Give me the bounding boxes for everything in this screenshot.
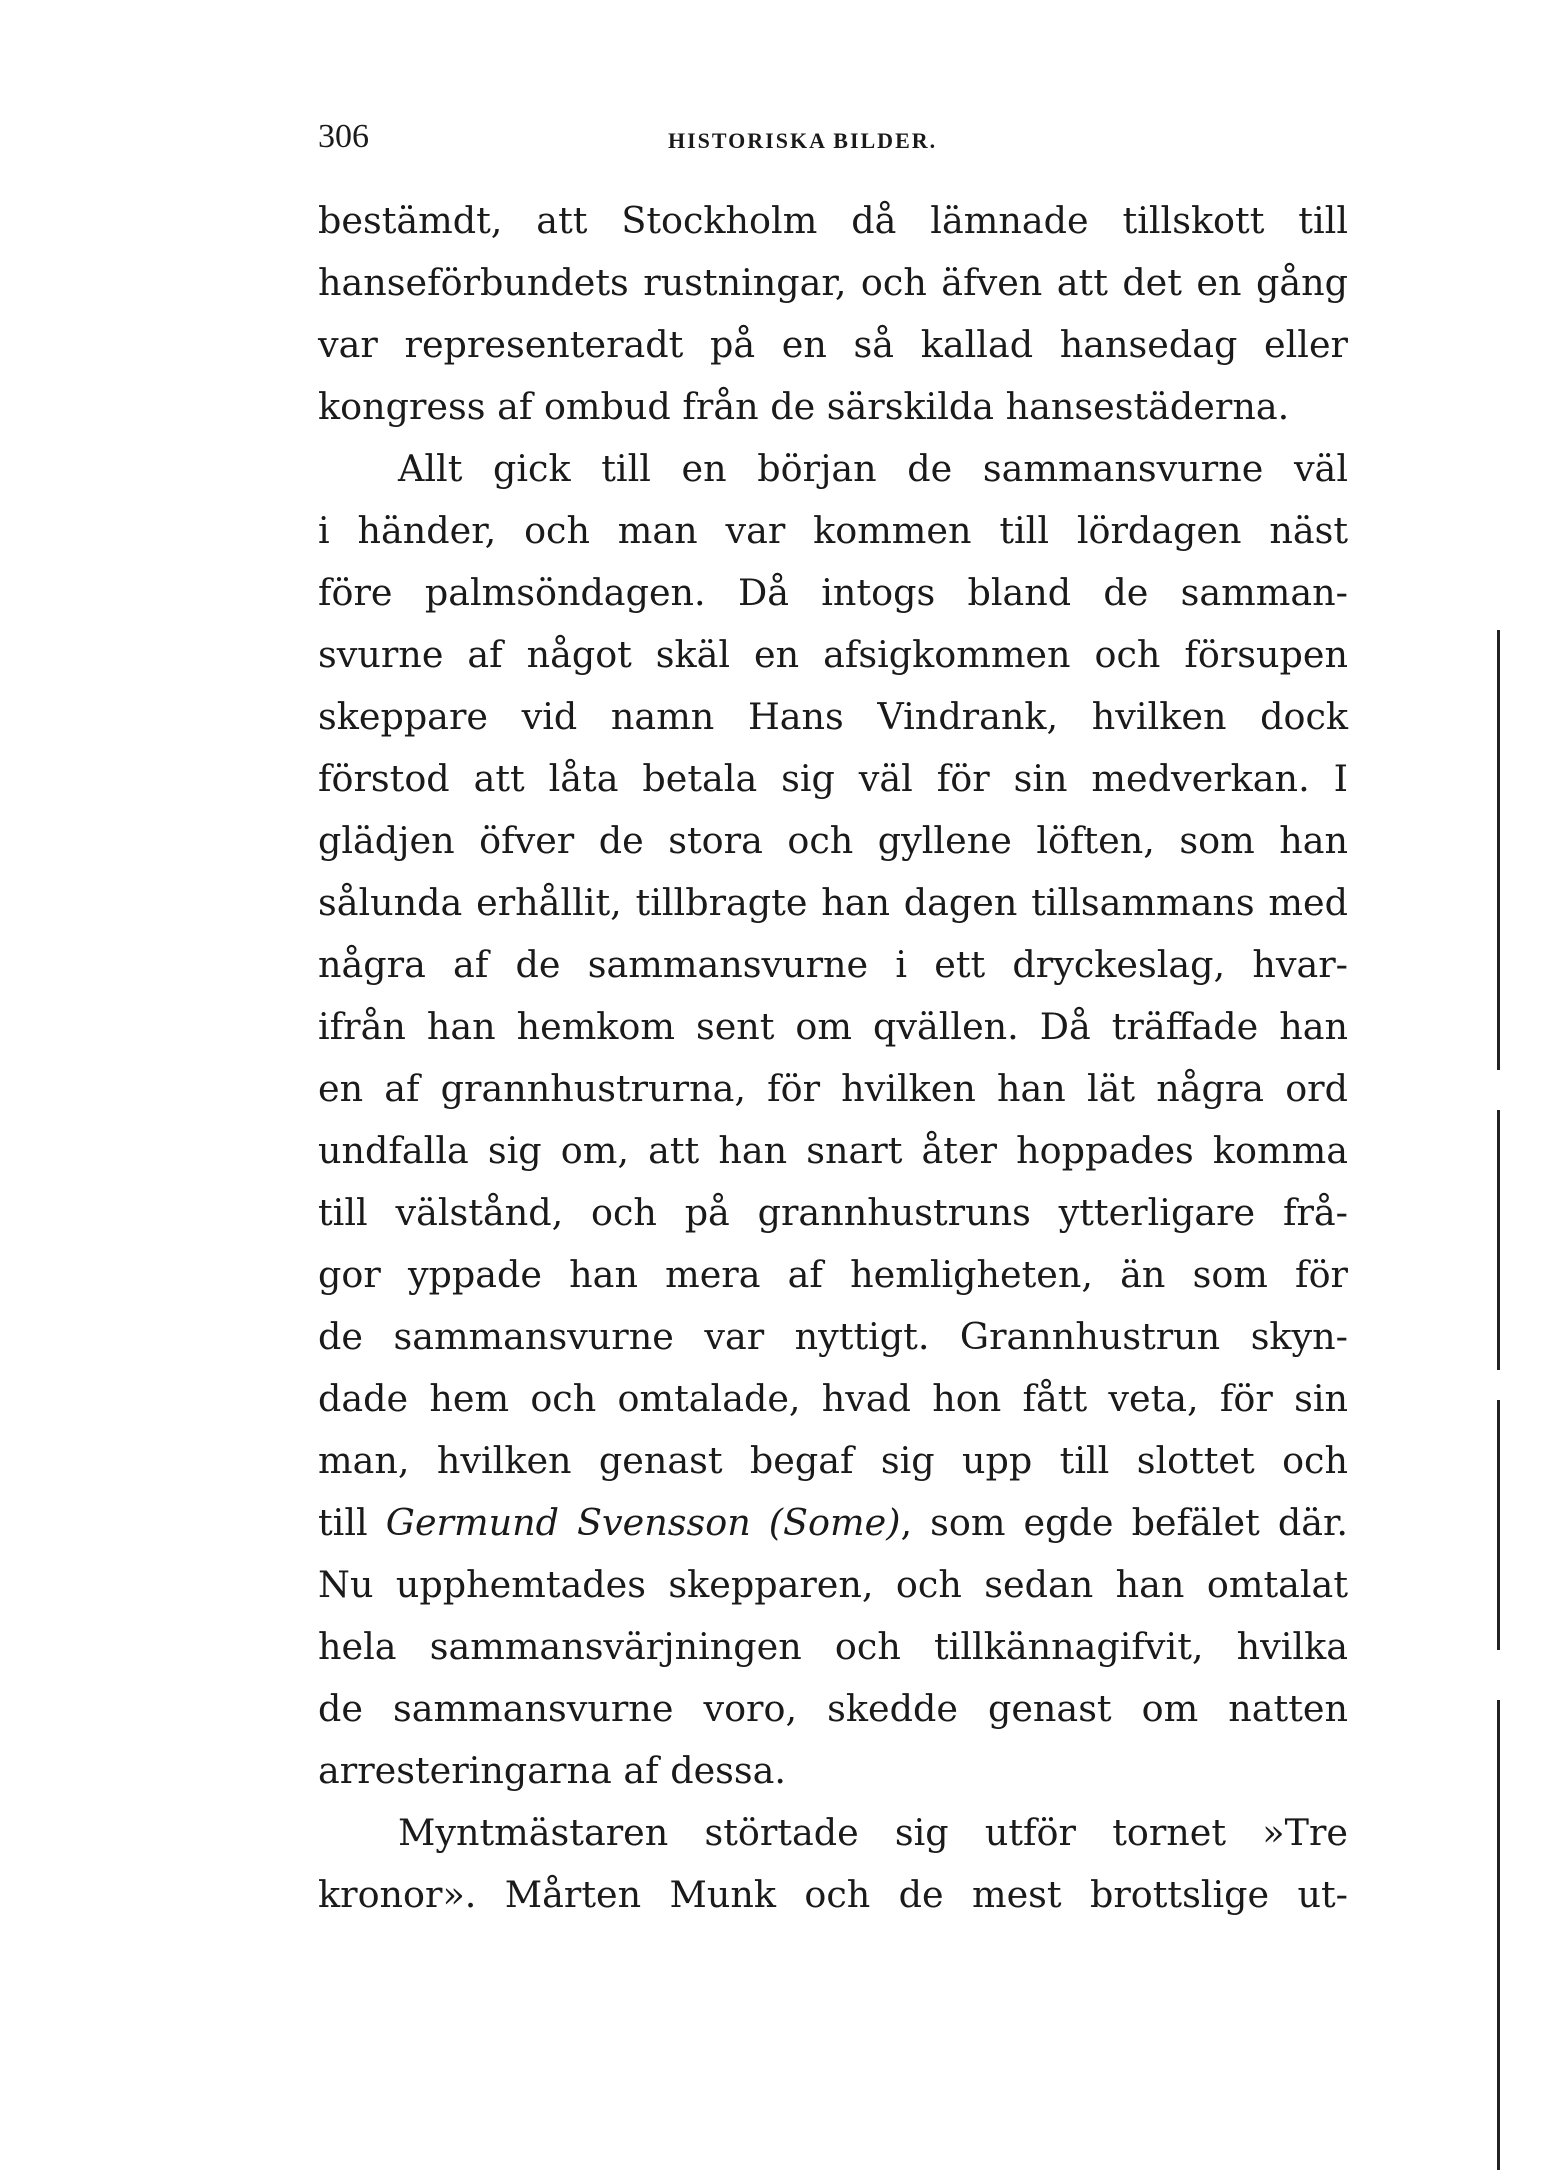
text-line: kronor». Mårten Munk och de mest brottslige ut- — [318, 1873, 1348, 1916]
text-segment: , som egde befälet där. — [900, 1501, 1348, 1544]
text-line: en af grannhustrurna, för hvilken han lät några ord — [318, 1067, 1348, 1110]
text-line: hanseförbundets rustningar, och äfven att det en gång — [318, 261, 1348, 304]
text-line: Allt gick till en början de sammansvurne väl — [398, 447, 1348, 490]
scan-edge-shadow — [1497, 1110, 1500, 1370]
text-line: förstod att låta betala sig väl för sin medverkan. I — [318, 757, 1348, 800]
text-line: före palmsöndagen. Då intogs bland de samman- — [318, 571, 1348, 614]
scan-edge-shadow — [1497, 630, 1500, 1070]
text-line: i händer, och man var kommen till lördagen näst — [318, 509, 1348, 552]
text-line: sålunda erhållit, tillbragte han dagen tillsammans med — [318, 881, 1348, 924]
running-title: HISTORISKA BILDER. — [668, 128, 938, 153]
text-line: svurne af något skäl en afsigkommen och försupen — [318, 633, 1348, 676]
text-line: dade hem och omtalade, hvad hon fått veta, för sin — [318, 1377, 1348, 1420]
text-line-with-italic — [318, 1492, 1348, 1554]
text-line: arresteringarna af dessa. — [318, 1749, 786, 1792]
italic-name: Germund Svensson (Some) — [385, 1501, 901, 1544]
text-line: skeppare vid namn Hans Vindrank, hvilken dock — [318, 695, 1348, 738]
text-line: man, hvilken genast begaf sig upp till slottet och — [318, 1439, 1348, 1482]
text-line: ifrån han hemkom sent om qvällen. Då träffade han — [318, 1005, 1348, 1048]
text-line: undfalla sig om, att han snart åter hoppades komma — [318, 1129, 1348, 1172]
body-text — [318, 190, 1348, 1926]
text-line: till välstånd, och på grannhustruns ytterligare frå- — [318, 1191, 1348, 1234]
text-line: några af de sammansvurne i ett dryckeslag, hvar- — [318, 943, 1348, 986]
text-line: var representeradt på en så kallad hansedag eller — [318, 323, 1348, 366]
text-line: Nu upphemtades skepparen, och sedan han omtalat — [318, 1563, 1348, 1606]
text-line: de sammansvurne var nyttigt. Grannhustrun skyn- — [318, 1315, 1348, 1358]
text-line: gor yppade han mera af hemligheten, än som för — [318, 1253, 1348, 1296]
scan-edge-shadow — [1497, 1700, 1500, 2170]
text-line: Myntmästaren störtade sig utför tornet »Tre — [398, 1811, 1348, 1854]
page-number: 306 — [318, 118, 369, 155]
running-head — [318, 118, 1348, 158]
text-line: bestämdt, att Stockholm då lämnade tillskott till — [318, 199, 1348, 242]
text-line: de sammansvurne voro, skedde genast om natten — [318, 1687, 1348, 1730]
text-segment: till — [318, 1501, 386, 1544]
text-line: kongress af ombud från de särskilda hansestäderna. — [318, 385, 1290, 428]
text-line: hela sammansvärjningen och tillkännagifvit, hvilka — [318, 1625, 1348, 1668]
scan-edge-shadow — [1497, 1400, 1500, 1650]
text-line: glädjen öfver de stora och gyllene löften, som han — [318, 819, 1348, 862]
